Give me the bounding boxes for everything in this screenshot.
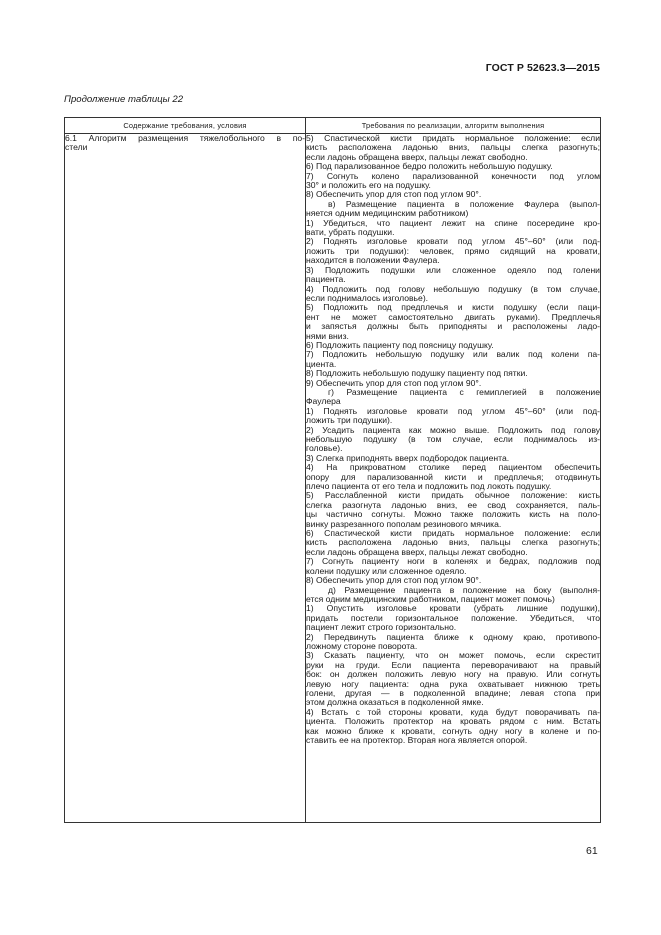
text-line: циента. Положить протектор на кровать рядом с ним. Встать: [306, 716, 600, 727]
column-header-implementation: Требования по реализации, алгоритм выполнения: [306, 118, 601, 134]
text-line: винку разрезанного пополам резинового мячика.: [306, 518, 502, 529]
requirements-table: [64, 117, 601, 823]
table-header-row: [65, 118, 601, 134]
text-line: плечо пациента от его тела и подложить под локоть подушку.: [306, 481, 552, 492]
text-line: цы частично согнуты. Можно также положить кисть на поло-: [306, 509, 600, 520]
text-line: 8) Обеспечить упор для стоп под углом 90°.: [306, 575, 482, 586]
text-line: находится в положении Фаулера.: [306, 255, 440, 266]
text-line: Фаулера: [306, 396, 341, 407]
text-line: няется одним медицинским работником): [306, 208, 469, 219]
text-line: 6) Под парализованное бедро положить небольшую подушку.: [306, 161, 553, 172]
text-line: вати, убрать подушки.: [306, 227, 395, 238]
text-line: 6) Спастической кисти придать нормальное положение: если: [306, 528, 600, 539]
text-line: руки на груди. Если пациента переворачивают на правый: [306, 659, 600, 670]
text-line: ложить три подушки): человек, прямо сидящий на кровати,: [306, 245, 600, 256]
text-line: левую ногу пациента: одна рука охватывает нижнюю треть: [306, 678, 600, 689]
text-line: кисть расположена ладонью вниз, пальцы слегка разогнуть;: [306, 142, 600, 153]
text-line: ставить ее на протектор. Вторая нога является опорой.: [306, 735, 528, 745]
text-line: в) Размещение пациента в положение Фаулера (выпол-: [328, 198, 600, 209]
text-line: этом должна оказаться в подколенной ямке.: [306, 697, 484, 708]
algorithm-cell: [306, 134, 601, 823]
table-continuation-note: Продолжение таблицы 22: [64, 94, 184, 105]
text-line: ложить три подушки).: [306, 415, 393, 426]
text-line: опору для парализованной кисти и предплечья; отодвинуть: [306, 471, 600, 482]
text-line: циента.: [306, 358, 337, 369]
text-line: 5) Подложить под предплечья и кисти подушку (если паци-: [306, 302, 600, 313]
text-line: небольшую подушку (в том случае, если поднималось из-: [306, 434, 600, 444]
text-line: г) Размещение пациента с гемиплегией в положение: [328, 386, 600, 397]
text-line: если ладонь обращена вверх, пальцы лежат свободно.: [306, 151, 528, 162]
text-line: 3) Сказать пациенту, что он может помочь, если скрестит: [306, 650, 600, 661]
text-line: 8) Подложить небольшую подушку пациенту под пятки.: [306, 368, 528, 379]
text-line: 1) Убедиться, что пациент лежит на спине посередине кро-: [306, 217, 600, 228]
text-line: 1) Опустить изголовье кровати (убрать лишние подушки),: [306, 603, 600, 614]
text-line: бок: он должен положить левую ногу на правую. Или согнуть: [306, 669, 600, 680]
text-line: 6.1 Алгоритм размещения тяжелобольного в по-: [65, 133, 305, 143]
table-row: [65, 134, 601, 823]
text-line: колени подушку или сложенное одеяло.: [306, 565, 467, 576]
text-line: 4) На прикроватном столике перед пациентом обеспечить: [306, 462, 600, 473]
text-line: и запястья должны быть приподняты и расположены ладо-: [306, 321, 600, 332]
column-header-content: Содержание требования, условия: [65, 118, 306, 134]
text-line: если поднималось изголовье).: [306, 292, 429, 303]
text-line: пациент лежит строго горизонтально.: [306, 622, 457, 633]
text-line: ется одним медицинским работником, пациент может помочь): [306, 593, 555, 604]
text-line: 8) Обеспечить упор для стоп под углом 90°.: [306, 189, 482, 200]
text-line: кисть расположена ладонью вниз, пальцы слегка разогнуть;: [306, 537, 600, 548]
text-line: головье).: [306, 443, 343, 454]
text-line: 7) Согнуть пациенту ноги в коленях и бедрах, подложив под: [306, 556, 600, 567]
standard-title: ГОСТ Р 52623.3—2015: [485, 62, 600, 74]
text-line: 9) Обеспечить упор для стоп под углом 90°.: [306, 377, 482, 388]
text-line: 30° и положить его на подушку.: [306, 180, 431, 191]
text-line: стели: [65, 142, 88, 153]
text-line: ложному стороне поворота.: [306, 640, 418, 651]
text-line: 6) Подложить пациенту под поясницу подушку.: [306, 339, 494, 350]
text-line: как можно ближе к кровати, согнуть одну ногу в колене и по-: [306, 725, 600, 736]
page-number: 61: [586, 845, 598, 857]
requirement-cell: [65, 134, 306, 823]
text-line: 5) Спастической кисти придать нормальное положение: если: [306, 133, 600, 143]
text-line: 7) Согнуть колено парализованной конечности под углом: [306, 170, 600, 181]
text-line: 5) Расслабленной кисти придать обычное положение: кисть: [306, 490, 600, 501]
text-line: если ладонь обращена вверх, пальцы лежат свободно.: [306, 546, 528, 557]
text-line: пациента.: [306, 274, 346, 285]
text-line: ент не может самостоятельно двигать руками). Предплечья: [306, 311, 600, 322]
text-line: 4) Подложить под голову небольшую подушку (в том случае,: [306, 283, 600, 294]
text-line: 3) Подложить подушки или сложенное одеяло под голени: [306, 264, 600, 275]
text-line: 2) Усадить пациента как можно выше. Подложить под голову: [306, 424, 600, 435]
text-line: 4) Встать с той стороны кровати, куда будут поворачивать па-: [306, 706, 600, 717]
text-line: 2) Передвинуть пациента ближе к одному краю, противопо-: [306, 631, 600, 642]
text-line: нями вниз.: [306, 330, 349, 341]
text-line: 2) Поднять изголовье кровати под углом 45°–60° (или под-: [306, 236, 600, 247]
text-line: придать постели горизонтальное положение. Убедиться, что: [306, 612, 600, 623]
text-line: д) Размещение пациента в положение на боку (выполня-: [328, 584, 600, 595]
text-line: 3) Слегка приподнять вверх подбородок пациента.: [306, 452, 510, 463]
text-line: слегка разогнута ладонью вниз, ее свод сохраняется, паль-: [306, 499, 600, 510]
text-line: 7) Подложить небольшую подушку или валик под колени па-: [306, 349, 600, 360]
text-line: 1) Поднять изголовье кровати под углом 45°–60° (или под-: [306, 405, 600, 416]
text-line: голени, другая — в подколенной впадине; левая стопа при: [306, 687, 600, 698]
